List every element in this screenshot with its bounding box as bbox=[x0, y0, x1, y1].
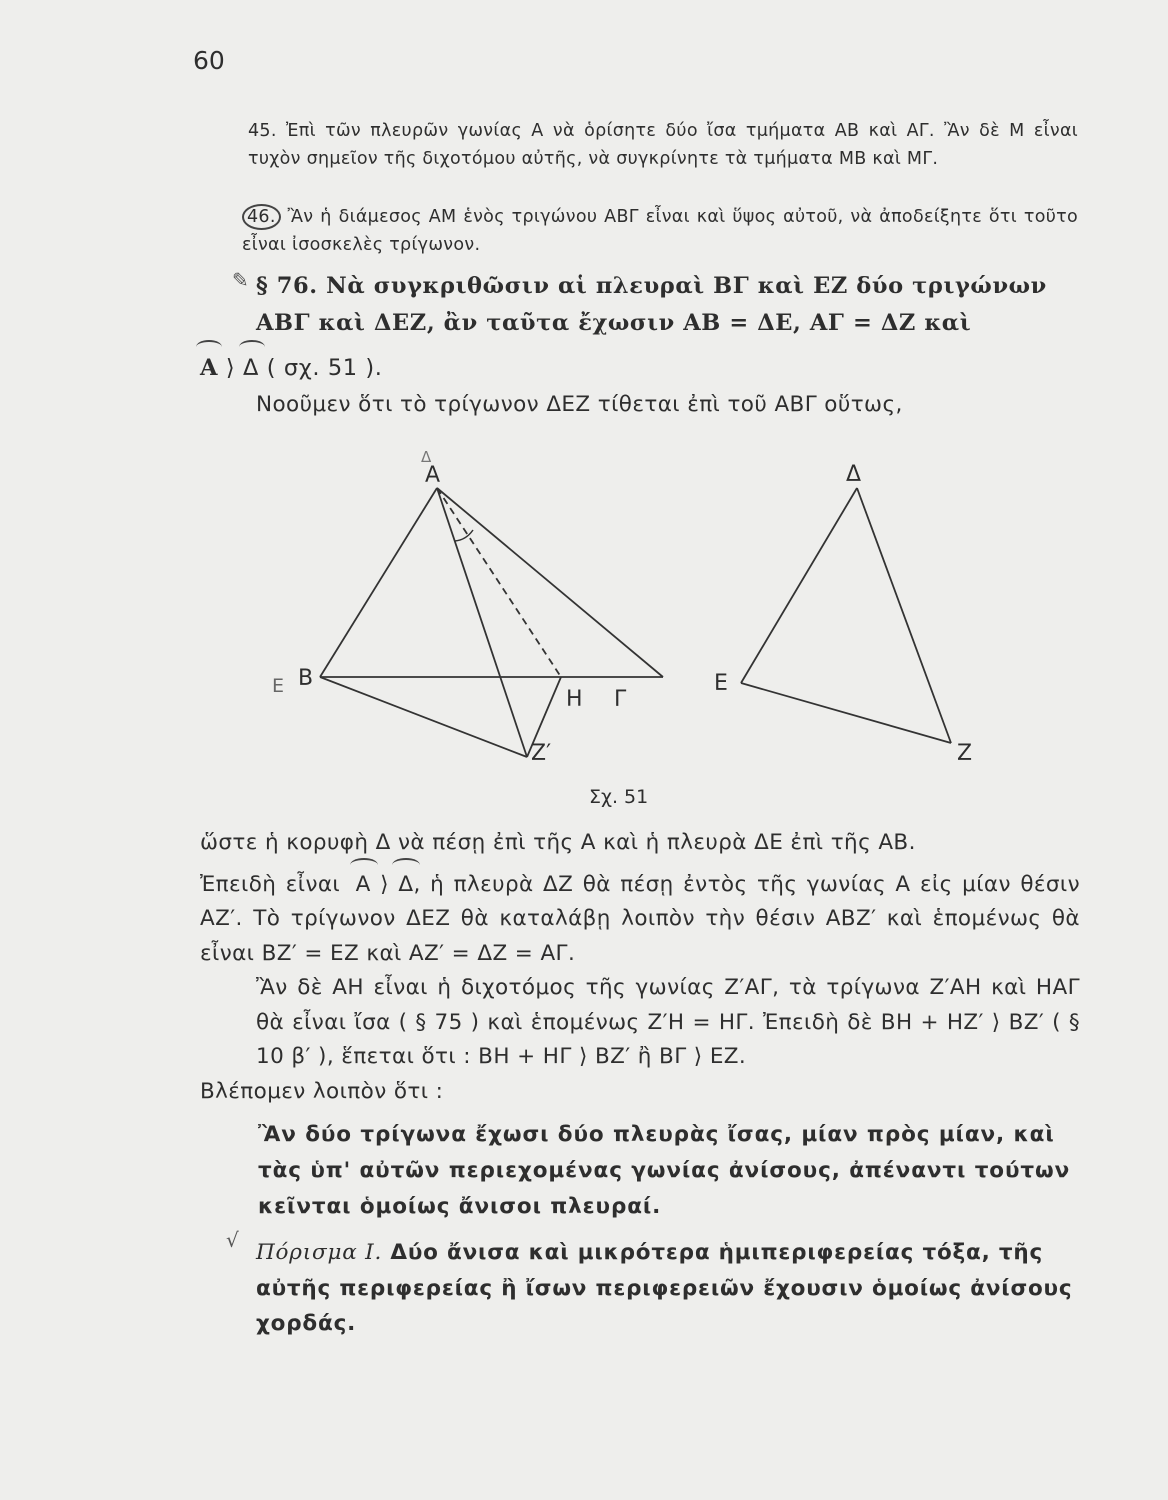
angle-a-symbol: Α bbox=[200, 355, 219, 381]
proof-paragraph-2: Ἐπειδὴ εἶναι Α ⟩ Δ , ἡ πλευρὰ ΔΖ θὰ πέσῃ ἐντὸς τῆς γωνίας Α εἰς μίαν θέσιν ΑΖ′. Τὸ τρίγωνον ΔΕΖ θὰ καταλάβῃ λοιπὸν τὴν θέσιν ΑΒΖ′ καὶ ἑπομένως θὰ εἶναι ΒΖ′ = ΕΖ καὶ ΑΖ′ = ΔΖ = ΑΓ. bbox=[200, 868, 1080, 972]
proof-angle-d: Δ bbox=[398, 871, 414, 897]
label-a: Α bbox=[425, 463, 441, 488]
intro-text: Νοοῦμεν ὅτι τὸ τρίγωνον ΔΕΖ τίθεται ἐπὶ τοῦ ΑΒΓ οὕτως, bbox=[256, 392, 903, 417]
proof-p2-start: Ἐπειδὴ εἶναι bbox=[200, 871, 341, 897]
corollary-text: Δύο ἄνισα καὶ μικρότερα ἡμιπεριφερείας τόξα, τῆς αὐτῆς περιφερείας ἢ ἴσων περιφερειῶν ἔχουσιν ὁμοίως ἀνίσους χορδάς. bbox=[256, 1240, 1073, 1336]
section-76-title: § 76. Νὰ συγκριθῶσιν αἱ πλευραὶ ΒΓ καὶ ΕΖ δύο τριγώνων ΑΒΓ καὶ ΔΕΖ, ἂν ταῦτα ἔχωσιν ΑΒ = ΔΕ, ΑΓ = ΔΖ καὶ bbox=[256, 273, 1047, 336]
proof-angle-gt: ⟩ bbox=[380, 871, 389, 897]
bisector-ah bbox=[437, 488, 561, 677]
label-e: Ε bbox=[714, 671, 728, 696]
exercise-46-text: Ἂν ἡ διάμεσος ΑΜ ἑνὸς τριγώνου ΑΒΓ εἶναι καὶ ὕψος αὐτοῦ, νὰ ἀποδείξητε ὅτι τοῦτο εἶναι ἰσοσκελὲς τρίγωνον. bbox=[242, 207, 1078, 255]
proof-paragraph-3: Ἂν δὲ ΑΗ εἶναι ἡ διχοτόμος τῆς γωνίας Ζ′ΑΓ, τὰ τρίγωνα Ζ′ΑΗ καὶ ΗΑΓ θὰ εἶναι ἴσα ( § 75 ) καὶ ἑπομένως Ζ′Η = ΗΓ. Ἐπειδὴ δὲ ΒΗ + ΗΖ′ ⟩ ΒΖ′ ( § 10 β′ ), ἕπεται ὅτι : ΒΗ + ΗΓ ⟩ ΒΖ′ ἢ ΒΓ ⟩ ΕΖ. bbox=[256, 975, 1080, 1069]
exercise-46-number: 46. bbox=[242, 204, 281, 230]
label-d: Δ bbox=[846, 462, 862, 487]
edge-de bbox=[741, 488, 857, 683]
figure-caption: Σχ. 51 bbox=[589, 786, 649, 808]
proof-angle-a: Α bbox=[355, 871, 371, 897]
corollary bbox=[200, 1235, 1080, 1342]
proof-line-1: ὥστε ἡ κορυφὴ Δ νὰ πέσῃ ἐπὶ τῆς Α καὶ ἡ πλευρὰ ΔΕ ἐπὶ τῆς ΑΒ. bbox=[200, 830, 916, 855]
conclusion: Ἂν δύο τρίγωνα ἔχωσι δύο πλευρὰς ἴσας, μίαν πρὸς μίαν, καὶ τὰς ὑπ' αὐτῶν περιεχομένας γωνίας ἀνίσους, ἀπέναντι τούτων κεῖνται ὁμοίως ἄνισοι πλευραί. bbox=[258, 1122, 1071, 1219]
edge-az-prime bbox=[437, 488, 527, 757]
label-g: Γ bbox=[614, 687, 627, 712]
label-e-faint: Ε bbox=[272, 675, 285, 697]
label-h: Η bbox=[566, 687, 583, 712]
edge-ag bbox=[437, 488, 663, 677]
edge-bz-prime bbox=[320, 677, 527, 757]
label-z-prime: Ζ′ bbox=[531, 741, 552, 766]
proof-p2-rest: ἡ πλευρὰ ΔΖ θὰ πέσῃ ἐντὸς τῆς γωνίας Α εἰς μίαν θέσιν ΑΖ′. Τὸ τρίγωνον ΔΕΖ θὰ καταλάβῃ λοιπὸν τὴν θέσιν ΑΒΖ′ καὶ ἑπομένως θὰ εἶναι ΒΖ′ = ΕΖ καὶ ΑΖ′ = ΔΖ = ΑΓ. bbox=[200, 871, 1081, 966]
edge-ab bbox=[320, 488, 437, 677]
angle-d-symbol: Δ bbox=[242, 355, 259, 381]
exercise-45-text: 45. Ἐπὶ τῶν πλευρῶν γωνίας Α νὰ ὁρίσητε δύο ἴσα τμήματα ΑΒ καὶ ΑΓ. Ἂν δὲ Μ εἶναι τυχὸν σημεῖον τῆς διχοτόμου αὐτῆς, νὰ συγκρίνητε τὰ τμήματα ΜΒ καὶ ΜΓ. bbox=[248, 121, 1078, 169]
edge-ez bbox=[741, 683, 951, 743]
angle-gt-symbol: ⟩ bbox=[225, 355, 236, 381]
proof-line-4: Βλέπομεν λοιπὸν ὅτι : bbox=[200, 1078, 444, 1104]
edge-dz bbox=[857, 488, 951, 743]
check-mark-icon: √ bbox=[226, 1228, 239, 1252]
page-number: 60 bbox=[193, 46, 225, 75]
pencil-mark-icon: ✎ bbox=[232, 268, 249, 292]
corollary-label: Πόρισμα Ι. bbox=[256, 1240, 383, 1265]
figure-reference: ( σχ. 51 ). bbox=[266, 355, 383, 381]
label-b: Β bbox=[298, 666, 314, 691]
label-d-faint: Δ bbox=[421, 448, 432, 466]
label-z: Ζ bbox=[957, 741, 973, 766]
proof bbox=[200, 826, 1080, 1109]
